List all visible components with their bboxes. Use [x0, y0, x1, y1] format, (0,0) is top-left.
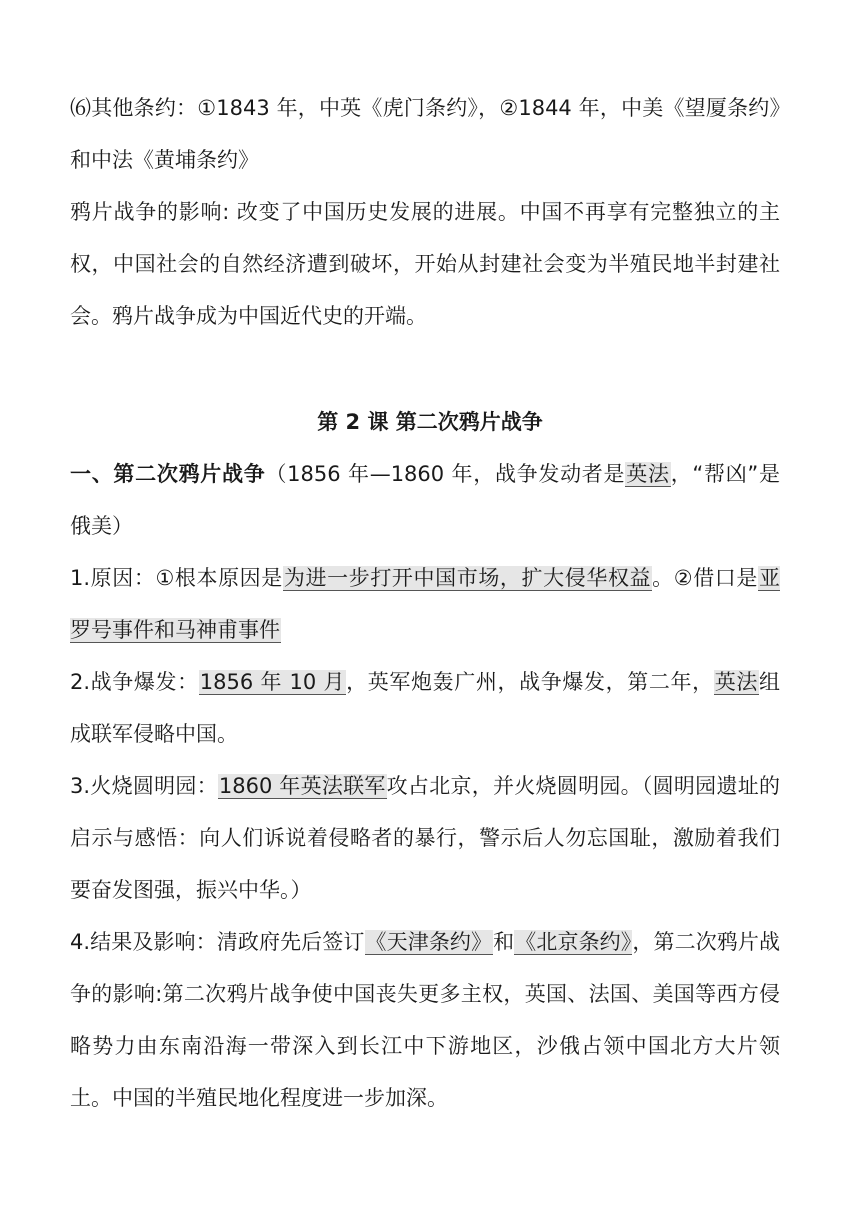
other-treaties-text: ⑹其他条约：①1843 年，中英《虎门条约》，②1844 年，中美《望厦条约》和中法《黄埔条约》 — [70, 96, 780, 172]
item-4-highlight-a: 《天津条约》 — [365, 930, 493, 954]
item-3-text-b: 攻占北京，并火烧圆明园。（圆明园遗址的启示与感悟：向人们诉说着侵略者的暴行，警示后人勿忘国耻，激励着我们要奋发图强，振兴中华。） — [70, 774, 780, 902]
opium-war-influence-paragraph — [70, 186, 780, 342]
item-1-cause-paragraph — [70, 552, 780, 656]
item-2-text-a: 2.战争爆发： — [70, 670, 199, 694]
section-1-text-b: ，“帮凶”是俄美） — [70, 462, 781, 538]
item-4-text-c: ，第二次鸦片战争的影响:第二次鸦片战争使中国丧失更多主权，英国、法国、美国等西方侵略势力由东南沿海一带深入到长江中下游地区，沙俄占领中国北方大片领土。中国的半殖民地化程度进一步加深。 — [70, 930, 781, 1110]
other-treaties-paragraph — [70, 82, 780, 186]
item-2-outbreak-paragraph — [70, 656, 780, 760]
section-1-text-a: （1856 年—1860 年，战争发动者是 — [265, 462, 626, 486]
item-2-highlight-b: 英法 — [714, 670, 758, 694]
item-1-text-b: 。②借口是 — [652, 566, 758, 590]
item-4-text-a: 4.结果及影响：清政府先后签订 — [70, 930, 365, 954]
section-1-highlight: 英法 — [626, 462, 670, 486]
item-3-burning-paragraph — [70, 760, 780, 916]
item-3-text-a: 3.火烧圆明园： — [70, 774, 218, 798]
item-2-text-c: 组成联军侵略中国。 — [70, 670, 780, 746]
item-3-highlight-a: 1860 年英法联军 — [218, 774, 386, 798]
section-1-paragraph — [70, 448, 780, 552]
item-4-highlight-b: 《北京条约》 — [515, 930, 632, 954]
section-1-heading: 一、第二次鸦片战争 — [70, 462, 266, 486]
item-2-text-b: ，英军炮轰广州，战争爆发，第二年， — [346, 670, 714, 694]
item-1-highlight-a: 为进一步打开中国市场，扩大侵华权益 — [283, 566, 652, 590]
item-4-text-b: 和 — [493, 930, 515, 954]
section-spacer — [70, 342, 780, 396]
item-1-highlight-b: 亚罗号事件和马神甫事件 — [70, 566, 780, 642]
lesson-title: 第 2 课 第二次鸦片战争 — [317, 410, 543, 434]
item-1-text-a: 1.原因：①根本原因是 — [70, 566, 283, 590]
opium-war-influence-text: 鸦片战争的影响: 改变了中国历史发展的进展。中国不再享有完整独立的主权，中国社会的自然经济遭到破坏，开始从封建社会变为半殖民地半封建社会。鸦片战争成为中国近代史的开端。 — [70, 200, 780, 328]
item-2-highlight-a: 1856 年 10 月 — [199, 670, 346, 694]
item-4-result-paragraph — [70, 916, 780, 1124]
